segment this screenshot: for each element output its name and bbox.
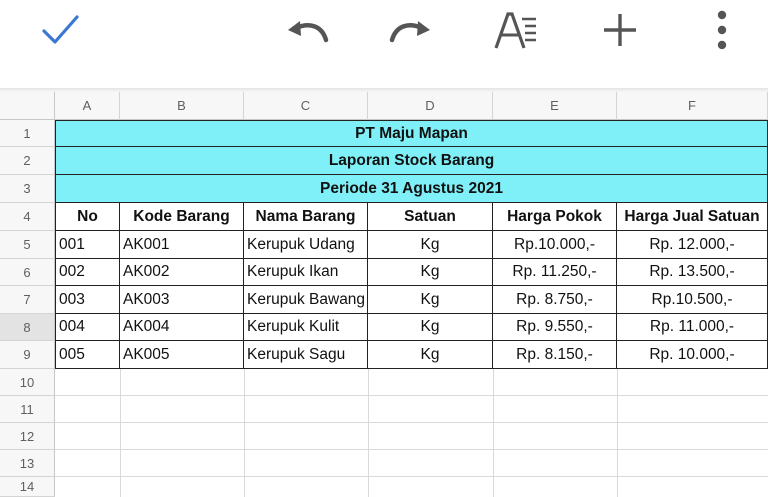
gridline-vertical [368,369,369,497]
cell-satuan[interactable]: Kg [368,314,493,341]
header-harga-pokok[interactable]: Harga Pokok [493,203,617,231]
cell-harga-pokok[interactable]: Rp. 9.550,- [493,314,617,341]
cell-no[interactable]: 002 [55,259,120,286]
row-header-14[interactable]: 14 [0,477,55,497]
row-header-5[interactable]: 5 [0,231,55,259]
row-header-9[interactable]: 9 [0,341,55,369]
cell-no[interactable]: 001 [55,231,120,259]
report-period[interactable]: Periode 31 Agustus 2021 [55,175,768,203]
row-header-2[interactable]: 2 [0,147,55,175]
row-header-13[interactable]: 13 [0,450,55,477]
cell-no[interactable]: 003 [55,286,120,314]
gridline-horizontal [55,422,768,423]
cell-kode-barang[interactable]: AK005 [120,341,244,369]
cell-nama-barang[interactable]: Kerupuk Sagu [244,341,368,369]
row-header-11[interactable]: 11 [0,396,55,423]
header-nama-barang[interactable]: Nama Barang [244,203,368,231]
cell-nama-barang[interactable]: Kerupuk Bawang [244,286,368,314]
cell-kode-barang[interactable]: AK001 [120,231,244,259]
row-header-3[interactable]: 3 [0,175,55,203]
gridline-vertical [617,369,618,497]
gridline-horizontal [55,395,768,396]
cell-harga-jual[interactable]: Rp. 10.000,- [617,341,768,369]
cell-nama-barang[interactable]: Kerupuk Kulit [244,314,368,341]
cell-kode-barang[interactable]: AK003 [120,286,244,314]
more-vertical-icon[interactable] [698,8,746,52]
cell-harga-pokok[interactable]: Rp. 8.150,- [493,341,617,369]
add-icon[interactable] [596,8,644,52]
cell-satuan[interactable]: Kg [368,286,493,314]
redo-icon[interactable] [386,8,434,52]
select-all-corner[interactable] [0,92,55,120]
cell-harga-pokok[interactable]: Rp. 8.750,- [493,286,617,314]
column-header-c[interactable]: C [244,92,368,120]
row-header-7[interactable]: 7 [0,286,55,314]
gridline-vertical [120,369,121,497]
cell-harga-jual[interactable]: Rp. 11.000,- [617,314,768,341]
column-header-e[interactable]: E [493,92,617,120]
column-header-b[interactable]: B [120,92,244,120]
gridline-horizontal [55,476,768,477]
cell-harga-pokok[interactable]: Rp.10.000,- [493,231,617,259]
header-kode-barang[interactable]: Kode Barang [120,203,244,231]
column-header-d[interactable]: D [368,92,493,120]
undo-icon[interactable] [284,8,332,52]
editor-toolbar [0,0,768,92]
column-header-f[interactable]: F [617,92,768,120]
row-header-8[interactable]: 8 [0,314,55,341]
column-header-a[interactable]: A [55,92,120,120]
text-format-icon[interactable] [492,8,540,52]
cell-harga-jual[interactable]: Rp.10.500,- [617,286,768,314]
cell-kode-barang[interactable]: AK002 [120,259,244,286]
row-header-4[interactable]: 4 [0,203,55,231]
row-header-10[interactable]: 10 [0,369,55,396]
cell-nama-barang[interactable]: Kerupuk Ikan [244,259,368,286]
cell-harga-jual[interactable]: Rp. 13.500,- [617,259,768,286]
header-harga-jual-satuan[interactable]: Harga Jual Satuan [617,203,768,231]
gridline-horizontal [55,449,768,450]
report-company-title[interactable]: PT Maju Mapan [55,120,768,147]
cell-satuan[interactable]: Kg [368,231,493,259]
cell-no[interactable]: 005 [55,341,120,369]
cell-satuan[interactable]: Kg [368,259,493,286]
check-icon[interactable] [36,8,84,52]
row-header-6[interactable]: 6 [0,259,55,286]
cell-harga-jual[interactable]: Rp. 12.000,- [617,231,768,259]
cell-satuan[interactable]: Kg [368,341,493,369]
gridline-vertical [493,369,494,497]
report-title[interactable]: Laporan Stock Barang [55,147,768,175]
gridline-vertical [244,369,245,497]
header-no[interactable]: No [55,203,120,231]
cell-harga-pokok[interactable]: Rp. 11.250,- [493,259,617,286]
cell-no[interactable]: 004 [55,314,120,341]
row-header-12[interactable]: 12 [0,423,55,450]
row-header-1[interactable]: 1 [0,120,55,147]
cell-nama-barang[interactable]: Kerupuk Udang [244,231,368,259]
header-satuan[interactable]: Satuan [368,203,493,231]
cell-kode-barang[interactable]: AK004 [120,314,244,341]
